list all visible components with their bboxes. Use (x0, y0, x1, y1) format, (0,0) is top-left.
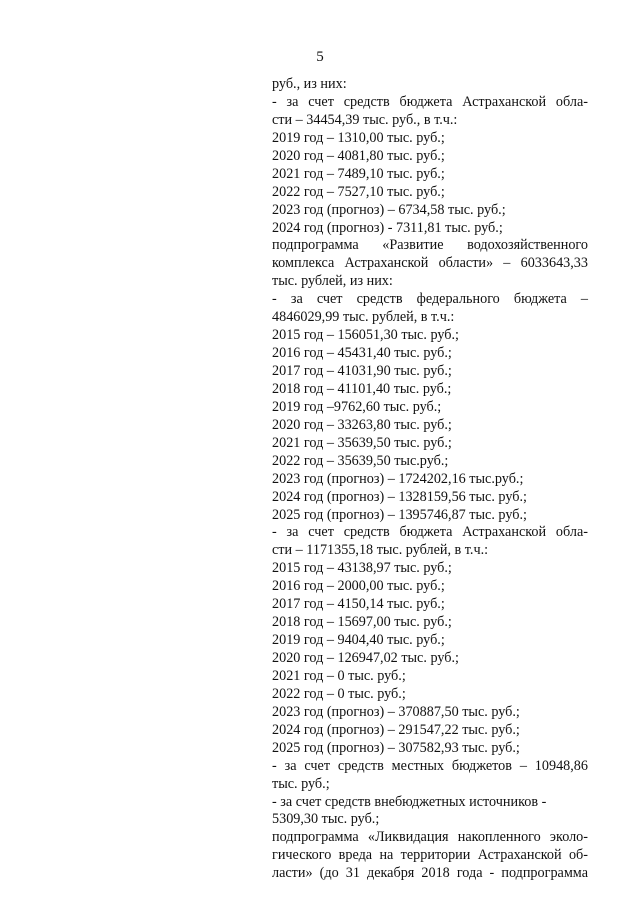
text-line: 2024 год (прогноз) – 1328159,56 тыс. руб.; (272, 488, 527, 505)
text-line: 2024 год (прогноз) - 7311,81 тыс. руб.; (272, 219, 503, 236)
text-line: 2017 год – 4150,14 тыс. руб.; (272, 596, 445, 613)
text-line: тыс. рублей, из них: (272, 273, 393, 290)
text-line: 2016 год – 45431,40 тыс. руб.; (272, 345, 452, 362)
text-line: - за счет средств местных бюджетов – 10948,86 (272, 757, 588, 774)
text-line: 2022 год – 7527,10 тыс. руб.; (272, 183, 445, 200)
text-line: 5309,30 тыс. руб.; (272, 811, 380, 828)
text-line: подпрограмма «Развитие водохозяйственного (272, 237, 588, 254)
text-line: 2015 год – 156051,30 тыс. руб.; (272, 327, 459, 344)
text-line: 2018 год – 41101,40 тыс. руб.; (272, 380, 452, 397)
text-line: 2022 год – 35639,50 тыс.руб.; (272, 452, 449, 469)
text-line: - за счет средств бюджета Астраханской обла- (272, 93, 588, 110)
text-line: сти – 1171355,18 тыс. рублей, в т.ч.: (272, 542, 489, 559)
text-line: руб., из них: (272, 76, 347, 92)
text-line: 4846029,99 тыс. рублей, в т.ч.: (272, 309, 455, 326)
text-line: подпрограмма «Ликвидация накопленного эколо- (272, 829, 588, 846)
text-line: - за счет средств федерального бюджета – (272, 291, 588, 308)
text-line: сти – 34454,39 тыс. руб., в т.ч.: (272, 111, 458, 128)
text-line: 2023 год (прогноз) – 6734,58 тыс. руб.; (272, 201, 506, 218)
text-line: - за счет средств внебюджетных источников - (272, 793, 547, 810)
text-line: 2021 год – 7489,10 тыс. руб.; (272, 165, 445, 182)
text-line: 2021 год – 0 тыс. руб.; (272, 667, 406, 684)
text-line: 2019 год – 1310,00 тыс. руб.; (272, 129, 445, 146)
text-line: 2020 год – 33263,80 тыс. руб.; (272, 416, 452, 433)
text-line: комплекса Астраханской области» – 6033643,33 (272, 255, 588, 272)
text-line: ласти» (до 31 декабря 2018 года - подпрограмма (272, 865, 588, 882)
text-line: 2023 год (прогноз) – 370887,50 тыс. руб.; (272, 703, 520, 720)
text-line: 2016 год – 2000,00 тыс. руб.; (272, 578, 445, 595)
text-line: 2025 год (прогноз) – 307582,93 тыс. руб.; (272, 739, 520, 756)
text-line: 2021 год – 35639,50 тыс. руб.; (272, 434, 452, 451)
page-number: 5 (316, 49, 324, 65)
text-line: 2017 год – 41031,90 тыс. руб.; (272, 363, 452, 379)
text-line: гического вреда на территории Астраханской об- (272, 847, 588, 864)
text-line: 2025 год (прогноз) – 1395746,87 тыс. руб.; (272, 506, 527, 523)
text-line: 2023 год (прогноз) – 1724202,16 тыс.руб.; (272, 470, 524, 487)
text-line: 2020 год – 4081,80 тыс. руб.; (272, 147, 445, 164)
document-body (272, 76, 588, 883)
text-line: тыс. руб.; (272, 775, 330, 792)
text-line: 2022 год – 0 тыс. руб.; (272, 685, 406, 702)
text-line: 2018 год – 15697,00 тыс. руб.; (272, 614, 452, 631)
text-line: 2019 год –9762,60 тыс. руб.; (272, 398, 442, 415)
text-line: 2019 год – 9404,40 тыс. руб.; (272, 632, 445, 649)
text-line: 2024 год (прогноз) – 291547,22 тыс. руб.; (272, 721, 520, 738)
text-line: - за счет средств бюджета Астраханской обла- (272, 524, 588, 541)
text-line: 2015 год – 43138,97 тыс. руб.; (272, 560, 452, 577)
text-line: 2020 год – 126947,02 тыс. руб.; (272, 650, 459, 666)
